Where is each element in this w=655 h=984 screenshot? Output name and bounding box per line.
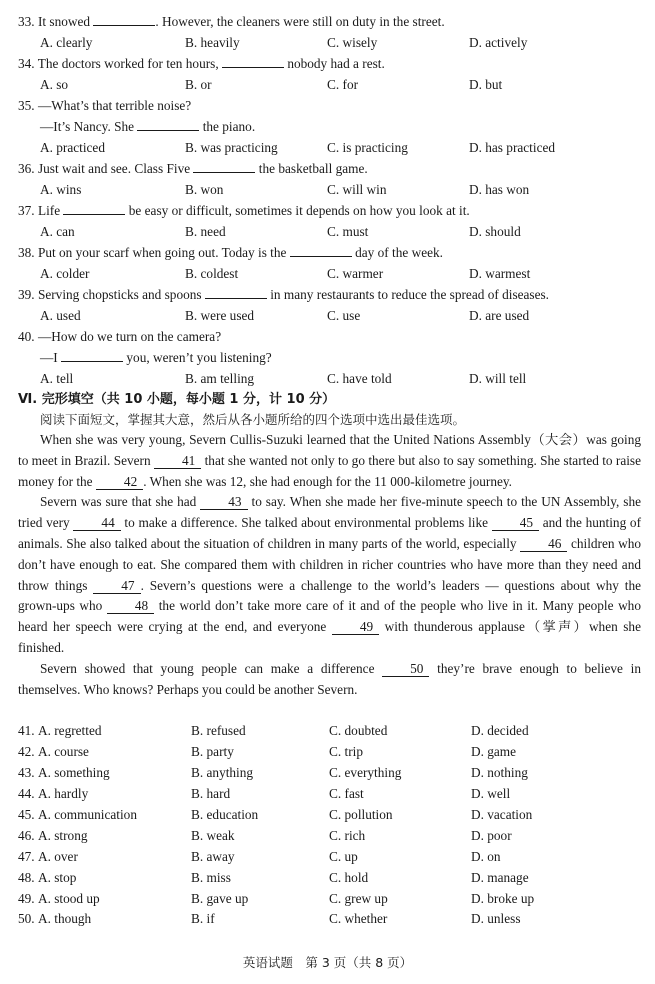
cloze-passage bbox=[18, 430, 641, 700]
question-text: day of the week. bbox=[355, 245, 443, 260]
question-number: 48. bbox=[18, 870, 35, 885]
option-d: D. has won bbox=[469, 182, 530, 197]
question-text: —It’s Nancy. She bbox=[40, 119, 135, 134]
question-number: 40. bbox=[18, 329, 35, 344]
cloze-options-49 bbox=[0, 889, 655, 909]
question-40 bbox=[0, 327, 655, 347]
option-c: C. trip bbox=[329, 744, 363, 759]
option-b: B. party bbox=[191, 744, 234, 759]
option-d: D. will tell bbox=[469, 371, 527, 386]
question-number: 49. bbox=[18, 891, 35, 906]
question-number: 37. bbox=[18, 203, 35, 218]
option-a: A. hardly bbox=[38, 786, 89, 801]
option-b: B. away bbox=[191, 849, 235, 864]
question-number: 43. bbox=[18, 765, 35, 780]
question-number: 36. bbox=[18, 161, 35, 176]
passage-text: When she was very young, Severn Cullis-Suzuki learned that the United Nations Assembly（大会）was going to meet in Brazil. Severn bbox=[18, 432, 641, 468]
option-c: C. doubted bbox=[329, 723, 388, 738]
option-a: A. strong bbox=[38, 828, 88, 843]
option-c: C. use bbox=[327, 308, 361, 323]
question-text: —How do we turn on the camera? bbox=[37, 329, 222, 344]
passage-text: to make a difference. She talked about environmental problems like bbox=[120, 515, 492, 531]
option-c: C. hold bbox=[329, 870, 369, 885]
question-text: Just wait and see. Class Five bbox=[37, 161, 191, 176]
option-b: B. education bbox=[191, 807, 259, 822]
option-c: C. pollution bbox=[329, 807, 393, 822]
cloze-blank-41: 41 bbox=[154, 454, 201, 469]
option-c: C. grew up bbox=[329, 891, 388, 906]
cloze-options-43 bbox=[0, 763, 655, 783]
cloze-options-48 bbox=[0, 868, 655, 888]
option-d: D. decided bbox=[471, 723, 529, 738]
section-instruction: 阅读下面短文，掌握其大意，然后从各小题所给的四个选项中选出最佳选项。 bbox=[40, 412, 466, 427]
option-a: A. regretted bbox=[38, 723, 102, 738]
option-d: D. well bbox=[471, 786, 511, 801]
option-b: B. gave up bbox=[191, 891, 249, 906]
cloze-blank-45: 45 bbox=[492, 516, 539, 531]
passage-paragraph-2 bbox=[18, 492, 641, 658]
question-number: 39. bbox=[18, 287, 35, 302]
option-a: A. colder bbox=[40, 266, 90, 281]
option-d: D. broke up bbox=[471, 891, 535, 906]
passage-text: . When she was 12, she had enough for the 11 000-kilometre journey. bbox=[143, 473, 512, 489]
question-40-line2 bbox=[0, 348, 655, 368]
option-d: D. game bbox=[471, 744, 517, 759]
passage-paragraph-3 bbox=[18, 659, 641, 701]
question-number: 46. bbox=[18, 828, 35, 843]
option-a: A. something bbox=[38, 765, 110, 780]
cloze-blank-49: 49 bbox=[332, 620, 379, 635]
options-33 bbox=[0, 33, 655, 53]
question-text: be easy or difficult, sometimes it depends on how you look at it. bbox=[128, 203, 470, 218]
option-d: D. poor bbox=[471, 828, 512, 843]
option-b: B. if bbox=[191, 911, 215, 926]
option-c: C. up bbox=[329, 849, 358, 864]
cloze-blank-48: 48 bbox=[107, 599, 154, 614]
cloze-options-46 bbox=[0, 826, 655, 846]
option-a: A. clearly bbox=[40, 35, 93, 50]
question-number: 42. bbox=[18, 744, 35, 759]
option-c: C. for bbox=[327, 77, 359, 92]
option-c: C. is practicing bbox=[327, 140, 408, 155]
cloze-options-42 bbox=[0, 742, 655, 762]
option-c: C. rich bbox=[329, 828, 366, 843]
option-a: A. though bbox=[38, 911, 92, 926]
cloze-blank-44: 44 bbox=[73, 516, 120, 531]
options-36 bbox=[0, 180, 655, 200]
page-footer: 英语试题 第 3 页（共 8 页） bbox=[242, 955, 413, 970]
option-c: C. must bbox=[327, 224, 369, 239]
answer-blank bbox=[137, 117, 199, 131]
option-b: B. am telling bbox=[185, 371, 255, 386]
option-d: D. on bbox=[471, 849, 501, 864]
option-a: A. over bbox=[38, 849, 78, 864]
section-instruction-row bbox=[0, 410, 655, 430]
option-d: D. vacation bbox=[471, 807, 533, 822]
question-number: 38. bbox=[18, 245, 35, 260]
question-number: 34. bbox=[18, 56, 35, 71]
option-a: A. used bbox=[40, 308, 81, 323]
question-text: Serving chopsticks and spoons bbox=[37, 287, 202, 302]
passage-paragraph-1 bbox=[18, 430, 641, 492]
passage-text: Severn was sure that she had bbox=[40, 494, 201, 510]
option-c: C. will win bbox=[327, 182, 387, 197]
options-38 bbox=[0, 264, 655, 284]
cloze-options-44 bbox=[0, 784, 655, 804]
option-a: A. stop bbox=[38, 870, 77, 885]
option-c: C. wisely bbox=[327, 35, 378, 50]
option-b: B. heavily bbox=[185, 35, 240, 50]
option-d: D. actively bbox=[469, 35, 528, 50]
option-d: D. warmest bbox=[469, 266, 531, 281]
cloze-options-50 bbox=[0, 909, 655, 929]
cloze-blank-50: 50 bbox=[382, 662, 429, 677]
option-b: B. or bbox=[185, 77, 212, 92]
options-39 bbox=[0, 306, 655, 326]
question-number: 44. bbox=[18, 786, 35, 801]
options-35 bbox=[0, 138, 655, 158]
question-35-line2 bbox=[0, 117, 655, 137]
question-36 bbox=[0, 159, 655, 179]
question-33 bbox=[0, 12, 655, 32]
option-b: B. hard bbox=[191, 786, 231, 801]
question-number: 45. bbox=[18, 807, 35, 822]
option-a: A. wins bbox=[40, 182, 82, 197]
option-c: C. fast bbox=[329, 786, 364, 801]
question-text: It snowed bbox=[37, 14, 91, 29]
answer-blank bbox=[93, 12, 155, 26]
option-a: A. stood up bbox=[38, 891, 100, 906]
cloze-options-47 bbox=[0, 847, 655, 867]
answer-blank bbox=[205, 285, 267, 299]
option-d: D. should bbox=[469, 224, 521, 239]
passage-text: and the hunting of animals. She also talked about the situation of children in many parts of the world, especially bbox=[18, 515, 641, 551]
question-number: 50. bbox=[18, 911, 35, 926]
answer-blank bbox=[222, 54, 284, 68]
question-text: nobody had a rest. bbox=[287, 56, 385, 71]
question-text: you, weren’t you listening? bbox=[126, 350, 272, 365]
passage-text: children who don’t have enough to eat. She compared them with children in richer countries who have more than they need and throw things bbox=[18, 535, 641, 593]
option-c: C. everything bbox=[329, 765, 402, 780]
option-b: B. need bbox=[185, 224, 226, 239]
answer-blank bbox=[61, 348, 123, 362]
answer-blank bbox=[63, 201, 125, 215]
cloze-options-45 bbox=[0, 805, 655, 825]
question-number: 41. bbox=[18, 723, 35, 738]
options-37 bbox=[0, 222, 655, 242]
option-d: D. are used bbox=[469, 308, 530, 323]
question-38 bbox=[0, 243, 655, 263]
option-a: A. course bbox=[38, 744, 89, 759]
question-text: the piano. bbox=[202, 119, 256, 134]
question-34 bbox=[0, 54, 655, 74]
section-title: Ⅵ. 完形填空（共 10 小题，每小题 1 分，计 10 分） bbox=[18, 392, 336, 407]
passage-text: with thunderous applause（掌声）when she finished. bbox=[18, 619, 641, 655]
option-b: B. won bbox=[185, 182, 224, 197]
question-text: —What’s that terrible noise? bbox=[37, 98, 192, 113]
option-b: B. refused bbox=[191, 723, 246, 738]
option-a: A. tell bbox=[40, 371, 74, 386]
question-text: Life bbox=[37, 203, 61, 218]
question-37 bbox=[0, 201, 655, 221]
question-text: . However, the cleaners were still on duty in the street. bbox=[155, 14, 445, 29]
option-a: A. communication bbox=[38, 807, 137, 822]
passage-text: that she wanted not only to go there but also to say something. She started to raise money for the bbox=[18, 452, 641, 489]
answer-blank bbox=[290, 243, 352, 257]
option-b: B. coldest bbox=[185, 266, 239, 281]
option-d: D. but bbox=[469, 77, 503, 92]
question-39 bbox=[0, 285, 655, 305]
option-d: D. has practiced bbox=[469, 140, 556, 155]
option-b: B. was practicing bbox=[185, 140, 278, 155]
question-text: in many restaurants to reduce the spread of diseases. bbox=[270, 287, 550, 302]
option-a: A. can bbox=[40, 224, 75, 239]
option-b: B. miss bbox=[191, 870, 231, 885]
question-number: 35. bbox=[18, 98, 35, 113]
cloze-blank-47: 47 bbox=[93, 579, 140, 594]
question-text: Put on your scarf when going out. Today is the bbox=[37, 245, 287, 260]
section-header bbox=[0, 390, 655, 410]
passage-text: they’re brave enough to believe in themselves. Who knows? Perhaps you could be another Severn. bbox=[18, 660, 641, 697]
answer-blank bbox=[193, 159, 255, 173]
options-40 bbox=[0, 369, 655, 389]
options-34 bbox=[0, 75, 655, 95]
option-c: C. have told bbox=[327, 371, 392, 386]
option-b: B. anything bbox=[191, 765, 254, 780]
option-c: C. whether bbox=[329, 911, 388, 926]
option-c: C. warmer bbox=[327, 266, 384, 281]
question-number: 33. bbox=[18, 14, 35, 29]
question-35 bbox=[0, 96, 655, 116]
option-a: A. practiced bbox=[40, 140, 105, 155]
passage-text: to say. When she made her five-minute speech to the UN Assembly, she tried very bbox=[18, 494, 641, 531]
question-text: the basketball game. bbox=[258, 161, 368, 176]
question-number: 47. bbox=[18, 849, 35, 864]
cloze-options-41 bbox=[0, 721, 655, 741]
cloze-blank-43: 43 bbox=[200, 495, 247, 510]
option-d: D. nothing bbox=[471, 765, 528, 780]
cloze-blank-46: 46 bbox=[520, 537, 567, 552]
question-text: —I bbox=[40, 350, 58, 365]
option-d: D. manage bbox=[471, 870, 529, 885]
passage-text: . Severn’s questions were a challenge to the world’s leaders — questions about why the grown-ups who bbox=[18, 577, 641, 614]
cloze-blank-42: 42 bbox=[96, 475, 143, 490]
passage-text: the world don’t take more care of it and of the people who live in it. Many people who heard her speech were crying at the end, and everyone bbox=[18, 598, 641, 635]
option-d: D. unless bbox=[471, 911, 521, 926]
option-b: B. were used bbox=[185, 308, 255, 323]
option-a: A. so bbox=[40, 77, 69, 92]
question-text: The doctors worked for ten hours, bbox=[37, 56, 219, 71]
option-b: B. weak bbox=[191, 828, 235, 843]
passage-text: Severn showed that young people can make a difference bbox=[40, 660, 383, 676]
